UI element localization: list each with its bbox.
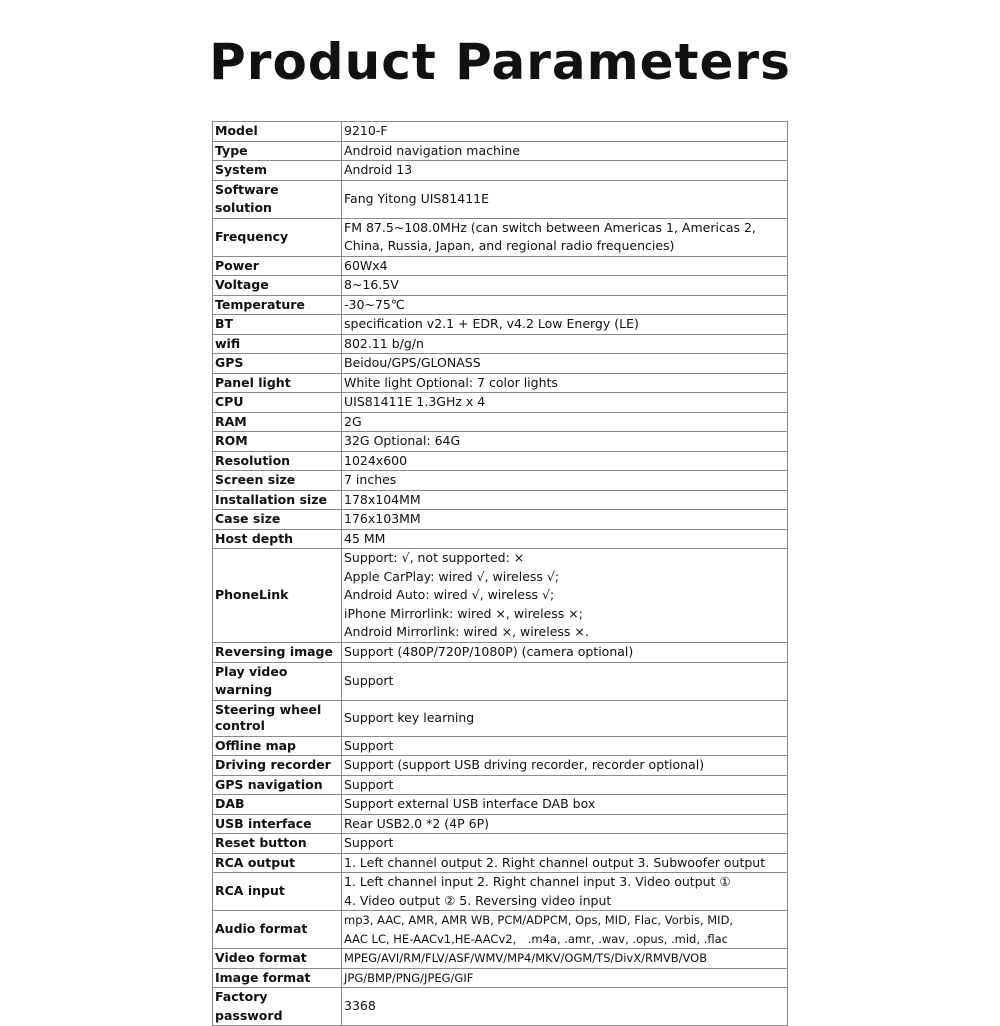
parameter-name: Reversing image xyxy=(213,643,342,663)
parameters-table-body xyxy=(213,122,788,1026)
table-row xyxy=(213,432,788,452)
parameter-value: Android 13 xyxy=(342,161,788,181)
table-row xyxy=(213,276,788,296)
table-row xyxy=(213,373,788,393)
table-row xyxy=(213,451,788,471)
parameter-value: 176x103MM xyxy=(342,510,788,530)
table-row xyxy=(213,643,788,663)
table-row xyxy=(213,354,788,374)
parameter-value: Support (support USB driving recorder, recorder optional) xyxy=(342,756,788,776)
parameter-name: Software solution xyxy=(213,180,342,218)
parameter-name: System xyxy=(213,161,342,181)
parameter-value: UIS81411E 1.3GHz x 4 xyxy=(342,393,788,413)
page-title: Product Parameters xyxy=(209,33,791,91)
parameter-value: 7 inches xyxy=(342,471,788,491)
parameter-value: 2G xyxy=(342,412,788,432)
parameter-name: GPS navigation xyxy=(213,775,342,795)
parameter-name: Case size xyxy=(213,510,342,530)
parameter-value: 1024x600 xyxy=(342,451,788,471)
table-row xyxy=(213,775,788,795)
table-row xyxy=(213,295,788,315)
parameter-value: mp3, AAC, AMR, AMR WB, PCM/ADPCM, Ops, MID, Flac, Vorbis, MID, AAC LC, HE-AACv1,HE-AACv2， .m4a, .amr, .wav, .opus, .mid, .flac xyxy=(342,911,788,949)
parameter-value: 3368 xyxy=(342,988,788,1026)
table-row xyxy=(213,873,788,911)
parameter-value: 1. Left channel input 2. Right channel input 3. Video output ① 4. Video output ② 5. Reversing video input xyxy=(342,873,788,911)
table-row xyxy=(213,161,788,181)
parameter-value: Support xyxy=(342,736,788,756)
parameter-name: Steering wheel control xyxy=(213,700,342,736)
table-row xyxy=(213,529,788,549)
table-row xyxy=(213,814,788,834)
parameter-name: Panel light xyxy=(213,373,342,393)
table-row xyxy=(213,180,788,218)
parameter-value: Support external USB interface DAB box xyxy=(342,795,788,815)
parameter-value: 45 MM xyxy=(342,529,788,549)
parameter-value: 9210-F xyxy=(342,122,788,142)
parameter-name: Voltage xyxy=(213,276,342,296)
parameter-value: Support key learning xyxy=(342,700,788,736)
parameter-value: FM 87.5~108.0MHz (can switch between Americas 1, Americas 2, China, Russia, Japan, and regional radio frequencies) xyxy=(342,218,788,256)
parameter-name: Driving recorder xyxy=(213,756,342,776)
table-row xyxy=(213,471,788,491)
parameter-name: RAM xyxy=(213,412,342,432)
parameter-name: GPS xyxy=(213,354,342,374)
parameter-name: Type xyxy=(213,141,342,161)
parameter-name: CPU xyxy=(213,393,342,413)
parameter-value: MPEG/AVI/RM/FLV/ASF/WMV/MP4/MKV/OGM/TS/DivX/RMVB/VOB xyxy=(342,949,788,969)
parameter-name: PhoneLink xyxy=(213,549,342,643)
parameter-value: JPG/BMP/PNG/JPEG/GIF xyxy=(342,968,788,988)
parameter-name: ROM xyxy=(213,432,342,452)
parameter-name: Play video warning xyxy=(213,662,342,700)
parameter-value: Support xyxy=(342,662,788,700)
parameter-value: 802.11 b/g/n xyxy=(342,334,788,354)
parameter-value: Support (480P/720P/1080P) (camera optional) xyxy=(342,643,788,663)
parameter-name: Image format xyxy=(213,968,342,988)
parameter-value: 60Wx4 xyxy=(342,256,788,276)
parameter-value: specification v2.1 + EDR, v4.2 Low Energy (LE) xyxy=(342,315,788,335)
table-row xyxy=(213,853,788,873)
parameter-value: -30~75℃ xyxy=(342,295,788,315)
parameter-value: 1. Left channel output 2. Right channel output 3. Subwoofer output xyxy=(342,853,788,873)
parameter-name: Reset button xyxy=(213,834,342,854)
table-row xyxy=(213,141,788,161)
table-row xyxy=(213,736,788,756)
table-row xyxy=(213,662,788,700)
parameter-name: Installation size xyxy=(213,490,342,510)
table-row xyxy=(213,988,788,1026)
table-row xyxy=(213,949,788,969)
table-row xyxy=(213,700,788,736)
parameter-name: Host depth xyxy=(213,529,342,549)
parameter-value: Support xyxy=(342,834,788,854)
table-row xyxy=(213,393,788,413)
parameter-name: Offline map xyxy=(213,736,342,756)
parameter-name: Factory password xyxy=(213,988,342,1026)
parameter-value: Rear USB2.0 *2 (4P 6P) xyxy=(342,814,788,834)
parameter-name: Resolution xyxy=(213,451,342,471)
table-row xyxy=(213,968,788,988)
table-row xyxy=(213,218,788,256)
parameter-name: BT xyxy=(213,315,342,335)
parameter-name: Power xyxy=(213,256,342,276)
product-parameters-table xyxy=(212,121,788,1026)
parameter-name: Model xyxy=(213,122,342,142)
table-row xyxy=(213,795,788,815)
table-row xyxy=(213,490,788,510)
parameter-name: Audio format xyxy=(213,911,342,949)
parameter-name: wifi xyxy=(213,334,342,354)
table-row xyxy=(213,412,788,432)
parameter-name: RCA input xyxy=(213,873,342,911)
parameter-name: Video format xyxy=(213,949,342,969)
parameter-name: Screen size xyxy=(213,471,342,491)
parameter-value: Android navigation machine xyxy=(342,141,788,161)
table-row xyxy=(213,549,788,643)
table-row xyxy=(213,834,788,854)
parameter-name: Frequency xyxy=(213,218,342,256)
parameter-value: 32G Optional: 64G xyxy=(342,432,788,452)
parameter-name: DAB xyxy=(213,795,342,815)
table-row xyxy=(213,911,788,949)
parameter-value: 178x104MM xyxy=(342,490,788,510)
table-row xyxy=(213,122,788,142)
table-row xyxy=(213,756,788,776)
parameter-value: Fang Yitong UIS81411E xyxy=(342,180,788,218)
table-row xyxy=(213,510,788,530)
parameter-name: RCA output xyxy=(213,853,342,873)
parameter-value: 8~16.5V xyxy=(342,276,788,296)
parameter-value: Support xyxy=(342,775,788,795)
table-row xyxy=(213,334,788,354)
parameter-name: USB interface xyxy=(213,814,342,834)
table-row xyxy=(213,256,788,276)
parameter-value: Support: √, not supported: × Apple CarPlay: wired √, wireless √; Android Auto: wired √, wireless √; iPhone Mirrorlink: wired ×, wireless ×; Android Mirrorlink: wired ×, wireless ×. xyxy=(342,549,788,643)
table-row xyxy=(213,315,788,335)
parameter-value: Beidou/GPS/GLONASS xyxy=(342,354,788,374)
parameter-name: Temperature xyxy=(213,295,342,315)
parameter-value: White light Optional: 7 color lights xyxy=(342,373,788,393)
